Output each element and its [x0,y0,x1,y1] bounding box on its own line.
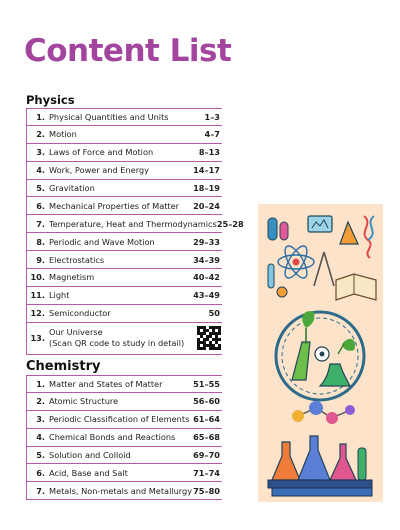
item-pages: 29–33 [193,236,220,247]
item-pages: 34–39 [193,254,220,265]
item-number: 7. [36,485,45,496]
item-number: 6. [36,200,45,211]
item-number: 7. [36,218,45,229]
item-label: Periodic Classification of Elements [49,414,190,425]
item-pages: 69–70 [193,450,220,460]
list-item [27,464,222,482]
item-pages: 1–3 [204,111,220,122]
list-item [27,269,222,287]
item-label: Acid, Base and Salt [49,467,128,478]
item-label: Gravitation [49,183,95,193]
chemistry-heading: Chemistry [26,359,101,374]
item-pages: 50 [208,308,220,319]
item-label: Periodic and Wave Motion [49,236,155,247]
page-title: Content List [24,33,232,69]
list-item [27,482,222,500]
item-pages: 51–55 [193,378,220,389]
item-pages: 8–13 [198,147,220,158]
item-label-line2: (Scan QR code to study in detail) [49,338,185,349]
science-illustration [258,204,383,502]
item-label [49,327,197,349]
item-number: 1. [36,111,45,122]
list-item [27,447,222,465]
list-item [27,144,222,162]
item-number: 1. [36,378,45,389]
list-item [27,305,222,323]
item-pages: 61–64 [193,414,220,425]
physics-list [26,108,244,355]
item-label: Work, Power and Energy [49,165,149,176]
item-label: Metals, Non-metals and Metallurgy [49,485,193,496]
item-number: 4. [36,165,45,176]
item-number: 9. [36,254,45,265]
item-number: 5. [36,450,45,460]
item-label: Physical Quantities and Units [49,111,169,122]
item-number: 12. [30,308,45,319]
item-number: 6. [36,467,45,478]
item-pages: 43–49 [193,290,220,301]
item-pages: 56–60 [193,396,220,407]
item-number: 13. [30,333,45,344]
list-item [27,215,244,233]
item-label: Mechanical Properties of Matter [49,200,180,211]
item-label: Solution and Colloid [49,450,131,460]
chemistry-list [26,375,222,500]
list-item [27,108,222,126]
stacked-books-icon [268,480,372,496]
item-pages: 18–19 [193,183,220,193]
item-pages: 25–28 [216,218,244,229]
item-label: Matter and States of Matter [49,378,163,389]
science-illustration-svg [258,204,383,502]
item-pages: 14–17 [193,165,220,176]
list-item [27,197,222,215]
item-label: Chemical Bonds and Reactions [49,432,176,443]
flask-icon [272,436,366,480]
item-number: 3. [36,147,45,158]
item-number: 2. [36,396,45,407]
item-number: 8. [36,236,45,247]
lab-equipment-icon [268,216,374,258]
molecule-icon [292,401,355,424]
list-item [27,233,222,251]
item-label: Temperature, Heat and Thermodynamics [49,218,217,229]
item-pages: 75–80 [193,485,220,496]
list-item [27,429,222,447]
item-label: Electrostatics [49,254,105,265]
list-item [27,180,222,198]
list-item [27,251,222,269]
list-item [27,411,222,429]
list-item [27,287,222,305]
list-item [27,393,222,411]
list-item [27,375,222,393]
item-number: 3. [36,414,45,425]
item-number: 4. [36,432,45,443]
atom-icon [278,243,314,281]
list-item [27,126,222,144]
item-pages: 40–42 [193,272,220,283]
book-icon [314,252,376,300]
item-number: 5. [36,183,45,193]
item-label: Light [49,290,70,301]
item-pages: 20–24 [193,200,220,211]
item-number: 10. [30,272,45,283]
item-label: Laws of Force and Motion [49,147,154,158]
list-item [27,323,222,355]
physics-heading: Physics [26,93,75,107]
item-label: Semiconductor [49,308,111,319]
item-label-line1: Our Universe [49,327,103,338]
item-pages: 65–68 [193,432,220,443]
item-pages: 4–7 [204,129,220,140]
item-number: 11. [30,290,45,301]
list-item [27,162,222,180]
item-label: Magnetism [49,272,95,283]
item-label: Atomic Structure [49,396,119,407]
item-label: Motion [49,129,77,140]
test-tube-icon [268,264,287,297]
item-number: 2. [36,129,45,140]
qr-code-icon[interactable] [197,326,221,350]
item-pages: 71–74 [193,467,220,478]
plant-experiment-icon [276,311,364,400]
